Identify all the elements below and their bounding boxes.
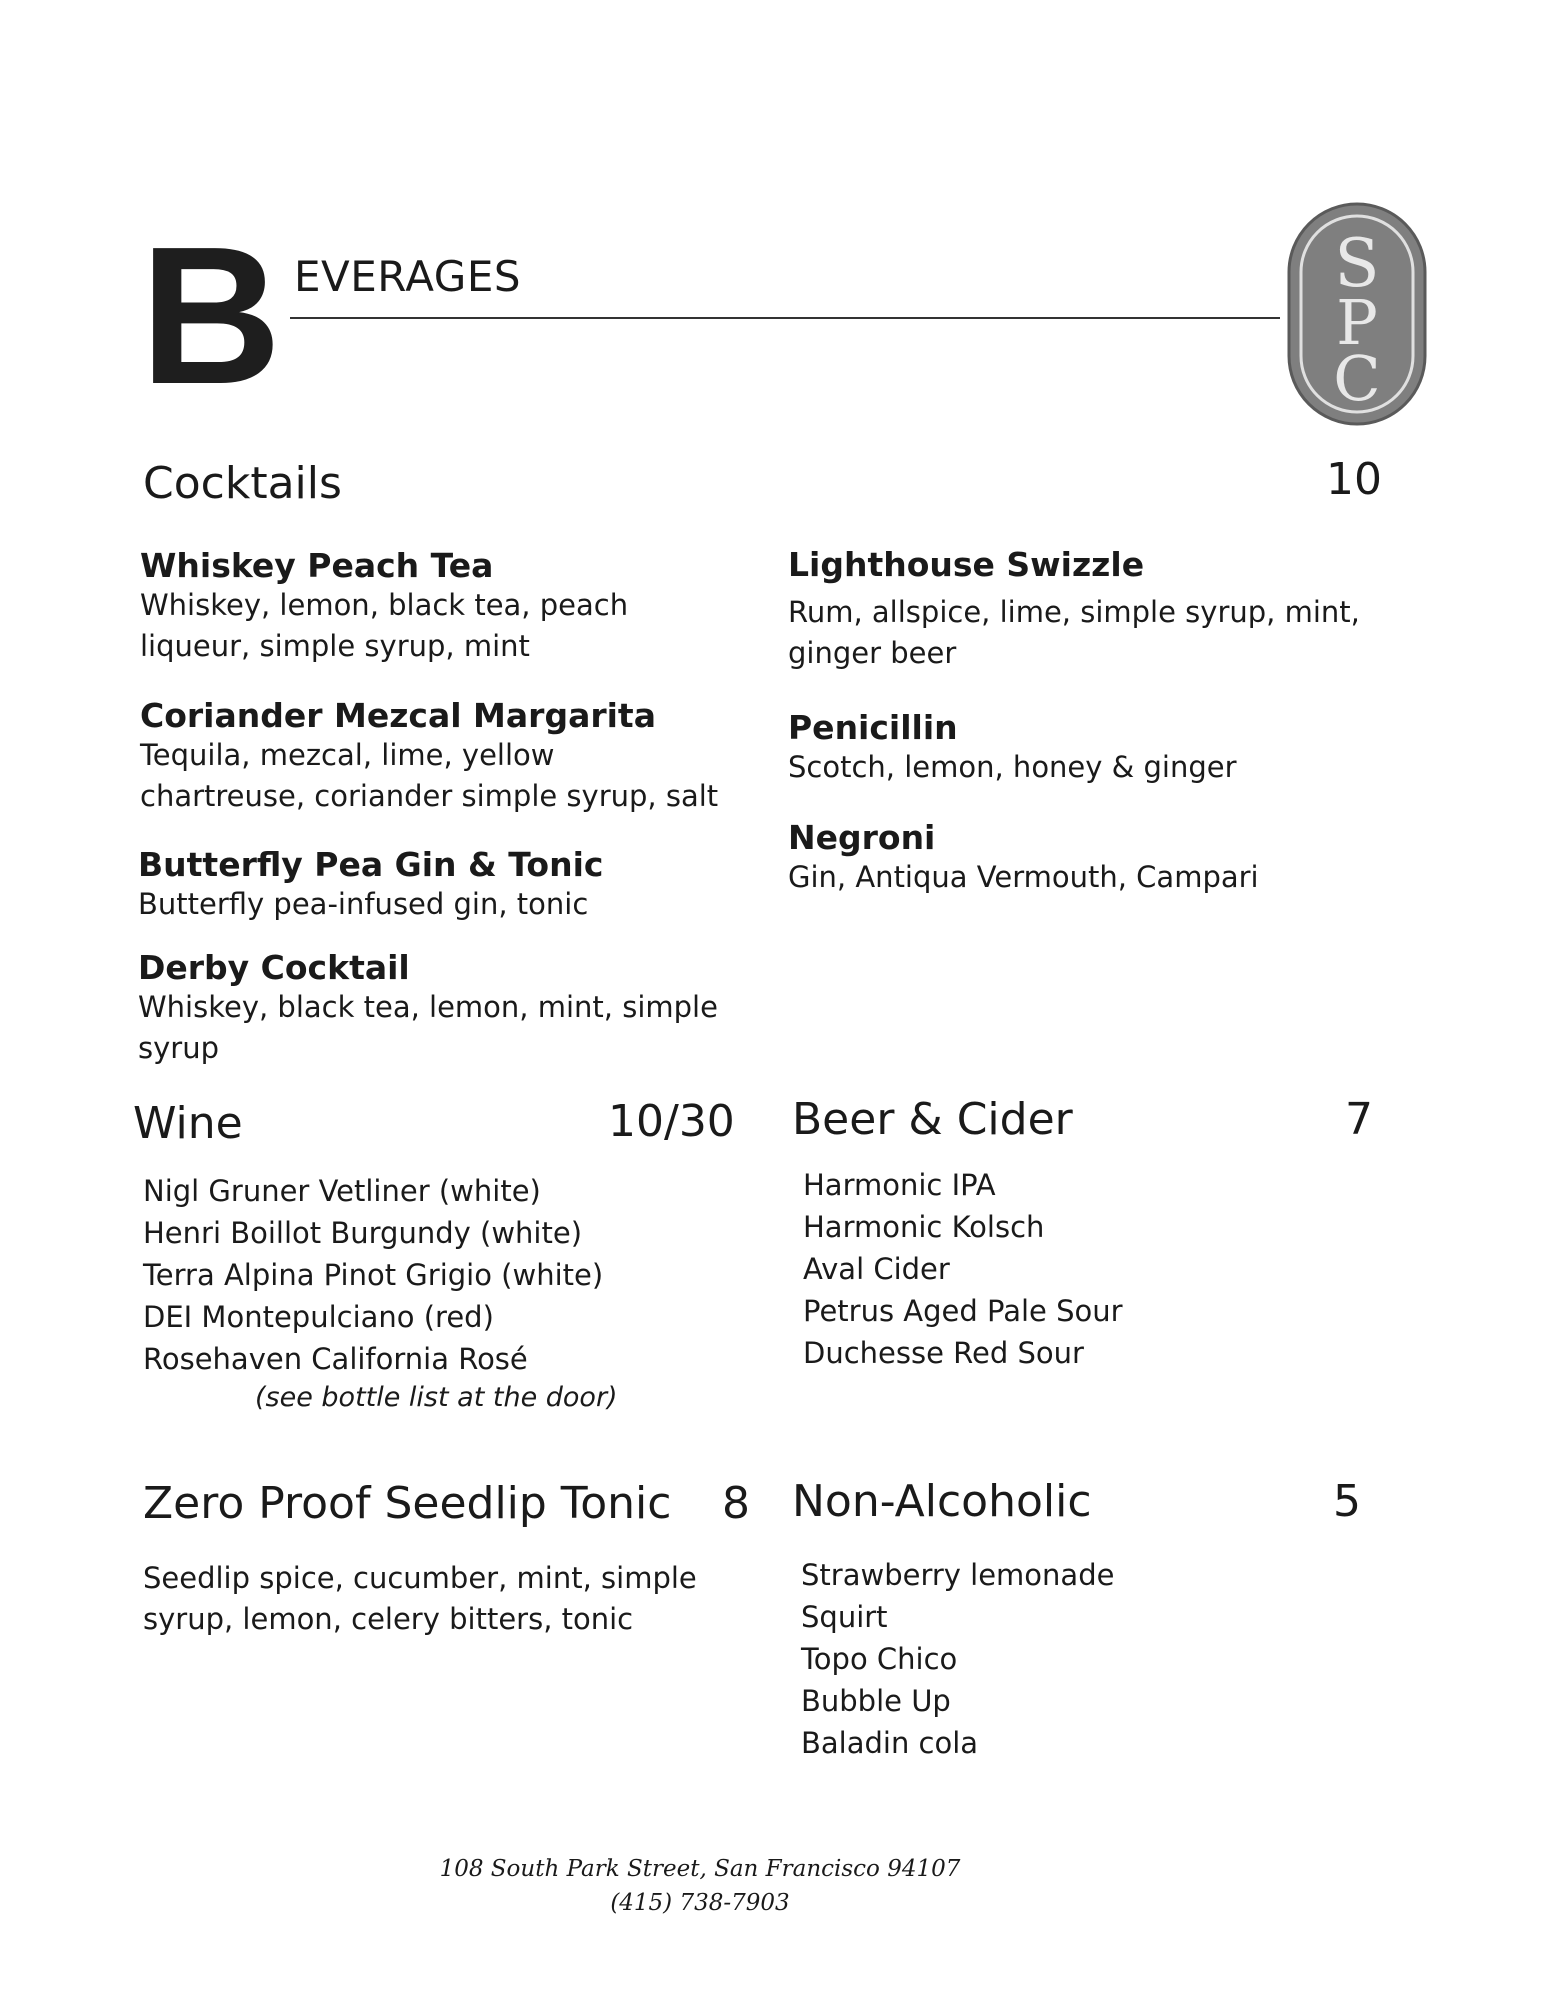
zero-proof-title: Zero Proof Seedlip Tonic bbox=[143, 1478, 672, 1529]
list-item: Nigl Gruner Vetliner (white) bbox=[143, 1174, 541, 1208]
wine-list bbox=[143, 1170, 603, 1380]
zero-proof-price: 8 bbox=[722, 1478, 750, 1529]
logo-letter-c: C bbox=[1333, 342, 1381, 415]
drink-name: Derby Cocktail bbox=[138, 948, 410, 987]
list-item: Baladin cola bbox=[801, 1726, 979, 1760]
cocktail-item bbox=[140, 696, 740, 817]
cocktail-item bbox=[788, 818, 1408, 898]
list-item: Petrus Aged Pale Sour bbox=[803, 1294, 1123, 1328]
drink-desc: Scotch, lemon, honey & ginger bbox=[788, 750, 1237, 784]
logo-letter-p: P bbox=[1336, 286, 1378, 359]
cocktails-title: Cocktails bbox=[143, 458, 342, 509]
cocktail-item bbox=[788, 545, 1408, 674]
drink-desc: Whiskey, lemon, black tea, peach liqueur, simple syrup, mint bbox=[140, 588, 629, 663]
spc-logo bbox=[1285, 200, 1429, 428]
non-alcoholic-title: Non-Alcoholic bbox=[792, 1476, 1092, 1527]
cocktail-item bbox=[138, 845, 758, 925]
drink-name: Penicillin bbox=[788, 708, 958, 747]
drink-name: Butterfly Pea Gin & Tonic bbox=[138, 845, 604, 884]
list-item: Squirt bbox=[801, 1600, 888, 1634]
cocktail-item bbox=[788, 708, 1408, 788]
list-item: Terra Alpina Pinot Grigio (white) bbox=[143, 1258, 604, 1292]
cocktails-price: 10 bbox=[1326, 454, 1382, 505]
drink-desc: Rum, allspice, lime, simple syrup, mint, ginger beer bbox=[788, 595, 1360, 670]
wine-title: Wine bbox=[133, 1098, 243, 1149]
logo-letter-s: S bbox=[1334, 225, 1380, 302]
list-item: Topo Chico bbox=[801, 1642, 958, 1676]
drink-desc: Gin, Antiqua Vermouth, Campari bbox=[788, 860, 1259, 894]
beer-title: Beer & Cider bbox=[792, 1094, 1073, 1145]
drink-desc: Whiskey, black tea, lemon, mint, simple syrup bbox=[138, 990, 718, 1065]
beer-list bbox=[803, 1164, 1123, 1374]
list-item: DEI Montepulciano (red) bbox=[143, 1300, 494, 1334]
list-item: Henri Boillot Burgundy (white) bbox=[143, 1216, 583, 1250]
list-item: Rosehaven California Rosé bbox=[143, 1342, 528, 1376]
wine-note: (see bottle list at the door) bbox=[255, 1382, 618, 1413]
list-item: Aval Cider bbox=[803, 1252, 950, 1286]
beer-price: 7 bbox=[1345, 1094, 1373, 1145]
drink-name: Lighthouse Swizzle bbox=[788, 545, 1145, 584]
drink-name: Negroni bbox=[788, 818, 936, 857]
footer-address: 108 South Park Street, San Francisco 94107 bbox=[439, 1856, 961, 1882]
zero-proof-desc: Seedlip spice, cucumber, mint, simple syrup, lemon, celery bitters, tonic bbox=[143, 1561, 697, 1636]
list-item: Strawberry lemonade bbox=[801, 1558, 1115, 1592]
drink-desc: Tequila, mezcal, lime, yellow chartreuse, coriander simple syrup, salt bbox=[140, 738, 719, 813]
footer-phone: (415) 738-7903 bbox=[610, 1890, 790, 1916]
non-alcoholic-list bbox=[801, 1554, 1114, 1764]
drink-name: Whiskey Peach Tea bbox=[140, 546, 494, 585]
drink-desc: Butterfly pea-infused gin, tonic bbox=[138, 887, 589, 921]
list-item: Duchesse Red Sour bbox=[803, 1336, 1084, 1370]
cocktail-item bbox=[140, 546, 740, 667]
list-item: Bubble Up bbox=[801, 1684, 951, 1718]
non-alcoholic-price: 5 bbox=[1333, 1476, 1361, 1527]
wine-price: 10/30 bbox=[608, 1096, 735, 1147]
header-rule bbox=[290, 317, 1280, 319]
header-title: EVERAGES bbox=[294, 252, 522, 301]
list-item: Harmonic Kolsch bbox=[803, 1210, 1045, 1244]
cocktail-item bbox=[138, 948, 778, 1069]
drink-name: Coriander Mezcal Margarita bbox=[140, 696, 656, 735]
header-initial: B bbox=[140, 206, 282, 425]
list-item: Harmonic IPA bbox=[803, 1168, 996, 1202]
